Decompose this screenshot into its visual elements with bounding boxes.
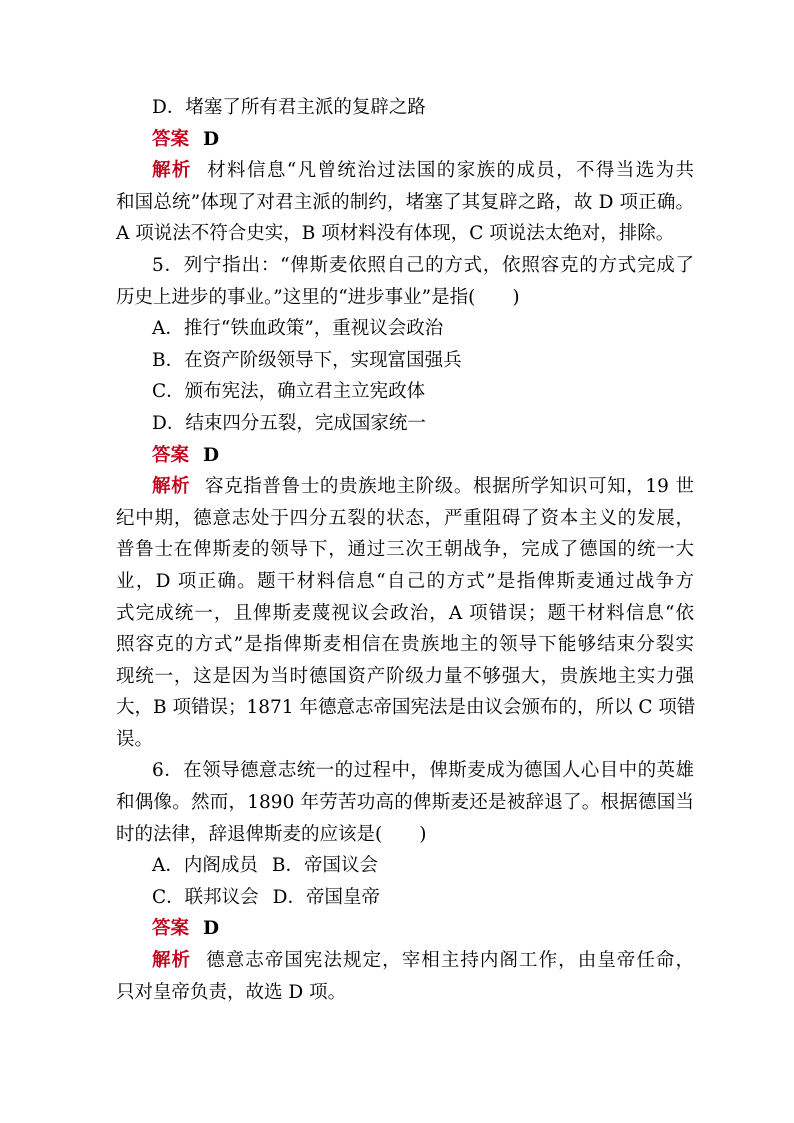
q6-option-d: D．帝国皇帝 bbox=[272, 886, 380, 908]
q6-option-row bbox=[116, 882, 694, 914]
q5-analysis-line: 解析 容克指普鲁士的贵族地主阶级。根据所学知识可知，19 世 bbox=[152, 476, 694, 498]
analysis-label: 解析 bbox=[152, 476, 191, 498]
q5-analysis-line: 照容克的方式”是指俾斯麦相信在贵族地主的领导下能够结束分裂实 bbox=[116, 634, 694, 656]
q5-analysis-line: 现统一，这是因为当时德国资产阶级力量不够强大，贵族地主实力强 bbox=[116, 665, 694, 687]
answer-label: 答案 bbox=[152, 918, 190, 940]
q4-analysis-line: 解析 材料信息“凡曾统治过法国的家族的成员，不得当选为共 bbox=[152, 160, 694, 182]
answer-value: D bbox=[203, 444, 220, 466]
q4-analysis-line: 和国总统”体现了对君主派的制约，堵塞了其复辟之路，故 D 项正确。 bbox=[116, 191, 694, 213]
q6-analysis-line: 解析 德意志帝国宪法规定，宰相主持内阁工作，由皇帝任命， bbox=[152, 950, 694, 972]
q6-answer bbox=[116, 913, 694, 945]
q5-stem-line: 历史上进步的事业。”这里的“进步事业”是指( ) bbox=[116, 286, 520, 308]
analysis-label: 解析 bbox=[152, 160, 192, 182]
answer-value: D bbox=[203, 128, 220, 150]
q6-option-a: A．内阁成员 bbox=[152, 855, 258, 877]
q4-option-d: D．堵塞了所有君主派的复辟之路 bbox=[152, 97, 426, 118]
q6-stem-line: 和偶像。然而，1890 年劳苦功高的俾斯麦还是被辞退了。根据德国当 bbox=[116, 792, 694, 814]
analysis-label: 解析 bbox=[152, 950, 192, 972]
q5-analysis-line: 大，B 项错误；1871 年德意志帝国宪法是由议会颁布的，所以 C 项错 bbox=[116, 697, 696, 719]
answer-value: D bbox=[203, 918, 220, 940]
q5-analysis-line: 误。 bbox=[116, 728, 154, 750]
q4-answer bbox=[116, 124, 694, 156]
q5-answer bbox=[116, 440, 694, 472]
answer-label: 答案 bbox=[152, 444, 190, 466]
q5-stem-line: 5．列宁指出：“俾斯麦依照自己的方式，依照容克的方式完成了 bbox=[152, 254, 694, 276]
q6-stem-line: 时的法律，辞退俾斯麦的应该是( ) bbox=[116, 823, 427, 845]
q5-analysis-line: 普鲁士在俾斯麦的领导下，通过三次王朝战争，完成了德国的统一大 bbox=[116, 539, 694, 561]
q5-analysis-line: 纪中期，德意志处于四分五裂的状态，严重阻碍了资本主义的发展， bbox=[116, 507, 694, 529]
q6-analysis-line: 只对皇帝负责，故选 D 项。 bbox=[116, 981, 347, 1003]
q6-option-c: C．联邦议会 bbox=[152, 886, 259, 908]
document-page bbox=[116, 92, 694, 1008]
q4-analysis-line: A 项说法不符合史实，B 项材料没有体现，C 项说法太绝对，排除。 bbox=[116, 223, 675, 245]
q5-option-c: C．颁布宪法，确立君主立宪政体 bbox=[152, 381, 426, 403]
q6-option-row bbox=[116, 850, 694, 882]
q5-option-d: D．结束四分五裂，完成国家统一 bbox=[152, 412, 426, 434]
q5-analysis-line: 式完成统一，且俾斯麦蔑视议会政治，A 项错误；题干材料信息“依 bbox=[116, 602, 694, 624]
q6-option-b: B．帝国议会 bbox=[271, 855, 378, 877]
q5-option-b: B．在资产阶级领导下，实现富国强兵 bbox=[152, 349, 462, 371]
q5-option-a: A．推行“铁血政策”，重视议会政治 bbox=[152, 318, 444, 340]
q6-stem-line: 6．在领导德意志统一的过程中，俾斯麦成为德国人心目中的英雄 bbox=[152, 760, 694, 782]
answer-label: 答案 bbox=[152, 128, 190, 150]
q5-analysis-line: 业，D 项正确。题干材料信息“自己的方式”是指俾斯麦通过战争方 bbox=[116, 570, 694, 592]
